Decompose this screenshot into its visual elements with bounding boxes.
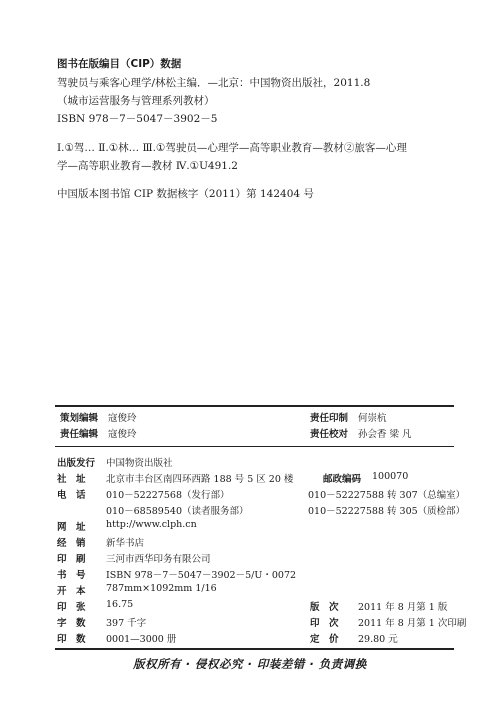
cip-classification-2: 学—高等职业教育—教材 Ⅳ.①U491.2 [57, 160, 238, 172]
distributor-label: 经 销 [57, 538, 86, 549]
format-label: 开 本 [57, 586, 86, 597]
address: 北京市丰台区南四环西路 188 号 5 区 20 楼 [106, 474, 294, 485]
printer: 三河市西华印务有限公司 [106, 554, 211, 565]
top-rule [55, 405, 454, 407]
phone-label: 电 话 [57, 490, 86, 501]
copies: 0001—3000 册 [106, 634, 177, 645]
impression: 2011 年 8 月第 1 次印刷 [358, 618, 467, 629]
cip-line-1: 驾驶员与乘客心理学/林松主编．—北京：中国物资出版社，2011.8 [57, 77, 371, 89]
planning-editor-label: 策划编辑 [60, 413, 99, 424]
edition-label: 版 次 [310, 602, 339, 613]
publisher: 中国物资出版社 [106, 458, 173, 469]
website-label: 网 址 [57, 522, 86, 533]
impression-label: 印 次 [310, 618, 339, 629]
cip-classification-1: Ⅰ.①驾… Ⅱ.①林… Ⅲ.①驾驶员—心理学—高等职业教育—教材②旅客—心理 [57, 142, 407, 154]
website: http://www.clph.cn [106, 519, 197, 530]
responsible-editor-label: 责任编辑 [60, 429, 99, 440]
sheets: 16.75 [106, 599, 134, 610]
responsible-editor: 寇俊玲 [108, 429, 137, 440]
middle-rule [55, 446, 454, 447]
proofreader-label: 责任校对 [310, 429, 349, 440]
isbn-label: 书 号 [57, 570, 86, 581]
postcode-label: 邮政编码 [323, 474, 362, 485]
address-label: 社 址 [57, 474, 86, 485]
phone-reader-service: 010－68589540（读者服务部） [106, 506, 249, 517]
words-label: 字 数 [57, 618, 86, 629]
words: 397 千字 [106, 618, 147, 629]
print-supervisor: 何崇杭 [358, 413, 387, 424]
distributor: 新华书店 [106, 538, 145, 549]
sheets-label: 印 张 [57, 602, 86, 613]
price: 29.80 元 [358, 634, 398, 645]
phone-distribution: 010－52227568（发行部） [106, 490, 230, 501]
phone-chief-editor: 010－52227588 转 307（总编室） [308, 490, 466, 501]
planning-editor: 寇俊玲 [108, 413, 137, 424]
format: 787mm×1092mm 1/16 [106, 583, 217, 594]
publisher-label: 出版发行 [57, 458, 96, 469]
copies-label: 印 数 [57, 634, 86, 645]
printer-label: 印 刷 [57, 554, 86, 565]
proofreaders: 孙会香 梁 凡 [358, 429, 412, 440]
bottom-rule [55, 648, 454, 650]
edition: 2011 年 8 月第 1 版 [358, 602, 448, 613]
price-label: 定 价 [310, 634, 339, 645]
cip-line-3: ISBN 978－7－5047－3902－5 [57, 113, 218, 125]
cip-library-number: 中国版本图书馆 CIP 数据核字（2011）第 142404 号 [57, 188, 314, 200]
copyright-notice: 版权所有 · 侵权必究 · 印装差错 · 负责调换 [133, 657, 367, 671]
cip-line-2: （城市运营服务与管理系列教材） [57, 95, 215, 107]
cip-heading: 图书在版编目（CIP）数据 [57, 58, 182, 70]
postcode: 100070 [372, 471, 409, 482]
print-supervisor-label: 责任印制 [310, 413, 349, 424]
phone-quality: 010－52227588 转 305（质检部） [308, 506, 466, 517]
isbn: ISBN 978－7－5047－3902－5/U・0072 [106, 570, 297, 581]
